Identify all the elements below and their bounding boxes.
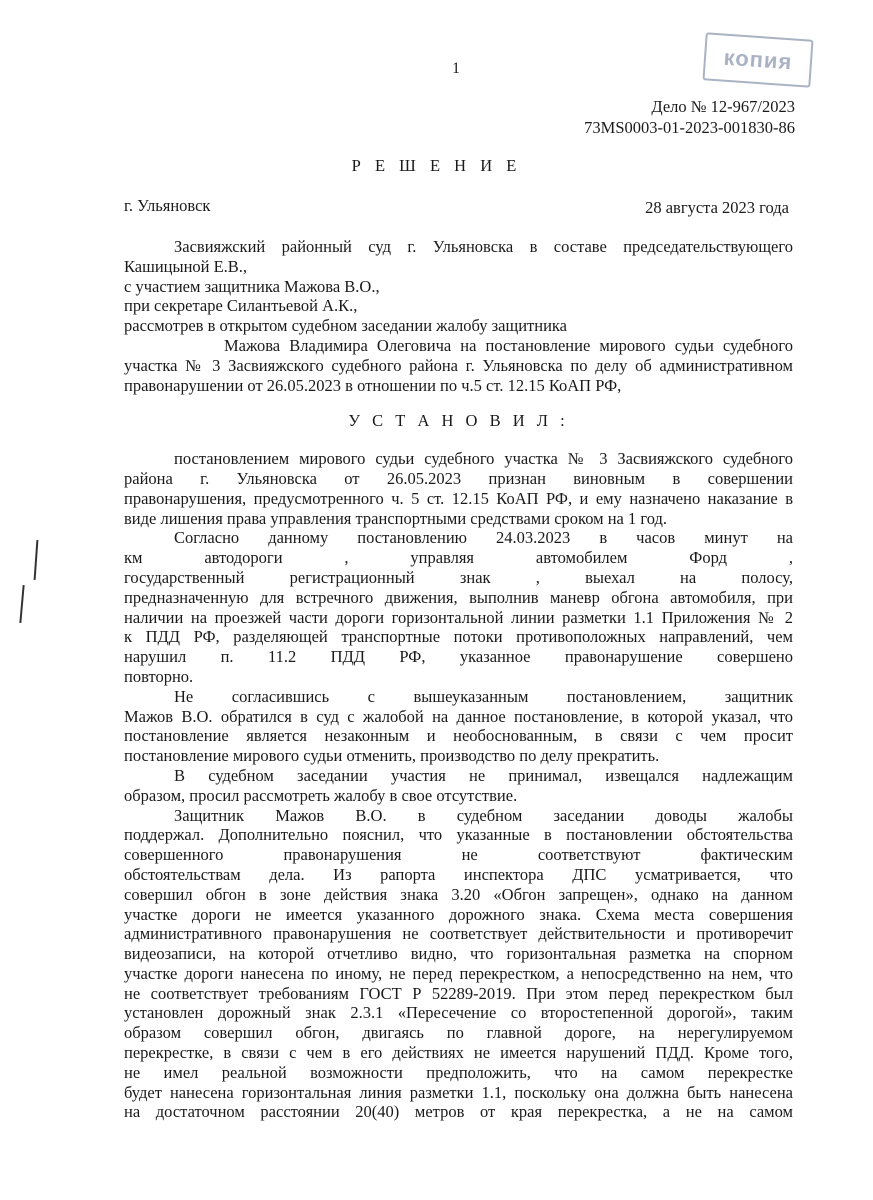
text-line: будет нанесена горизонтальная линия разметки 1.1, поскольку она должна быть нанесена: [124, 1082, 793, 1102]
text-line: образом совершил обгон, двигаясь по главной дороге, на нерегулируемом: [124, 1023, 793, 1043]
text-line: поддержал. Дополнительно пояснил, что указанные в постановлении обстоятельства: [124, 825, 793, 845]
intro-line: с участием защитника Мажова В.О.,: [124, 276, 380, 296]
text-line: совершенного правонарушения не соответствуют фактическим: [124, 845, 793, 865]
paragraph-3: [124, 687, 793, 766]
intro-line: Засвияжский районный суд г. Ульяновска в составе председательствующего: [174, 237, 793, 256]
copy-stamp: копия: [702, 32, 813, 87]
text-line: Защитник Мажов В.О. в судебном заседании доводы жалобы: [174, 805, 793, 825]
text-line: постановление мирового судьи отменить, производство по делу прекратить.: [124, 746, 660, 766]
text-line: наличии на проезжей части дороги горизонтальной линии разметки 1.1 Приложения № 2: [124, 607, 793, 627]
text-line: участке дороги не имеется указанного дорожного знака. Схема места совершения: [124, 904, 793, 924]
text-line: предназначенную для встречного движения, выполнив маневр обгона автомобиля, при: [124, 587, 793, 607]
text-line: района г. Ульяновска от 26.05.2023 признан виновным в совершении: [124, 468, 793, 488]
text-line: не имел реальной возможности предположить, что на самом перекрестке: [124, 1062, 793, 1082]
text-line: правонарушения, предусмотренного ч. 5 ст. 12.15 КоАП РФ, и ему назначено наказание в: [124, 488, 793, 508]
text-line: постановлением мирового судьи судебного участка № 3 Засвияжского судебного: [174, 449, 793, 469]
intro-line: рассмотрев в открытом судебном заседании жалобу защитника: [124, 316, 568, 336]
text-line: повторно.: [124, 666, 194, 686]
intro-line: при секретаре Силантьевой А.К.,: [124, 296, 358, 316]
paragraph-1: [124, 449, 793, 528]
page-number: 1: [452, 60, 460, 77]
text-line: административного правонарушения не соответствует действительности и противоречит: [124, 924, 793, 944]
intro-line: участка № 3 Засвияжского судебного района г. Ульяновска по делу об административном: [124, 355, 793, 375]
text-line: государственный регистрационный знак , выехал на полосу,: [124, 567, 793, 587]
intro-line: правонарушении от 26.05.2023 в отношении по ч.5 ст. 12.15 КоАП РФ,: [124, 375, 622, 395]
document-body: [124, 237, 793, 1122]
text-line: В судебном заседании участия не принимал, извещался надлежащим: [174, 765, 793, 785]
margin-pen-mark: [34, 540, 39, 580]
intro-line: Мажова Владимира Олеговича на постановление мирового судьи судебного: [224, 335, 793, 355]
text-line: км автодороги , управляя автомобилем Форд ,: [124, 548, 793, 568]
intro-line: Кашицыной Е.В.,: [124, 256, 248, 276]
city: г. Ульяновск: [124, 196, 211, 215]
document-title: Р Е Ш Е Н И Е: [351, 156, 522, 175]
case-header: [584, 96, 795, 138]
text-line: установлен дорожный знак 2.3.1 «Пересечение со второстепенной дорогой», таким: [124, 1003, 793, 1023]
text-line: виде лишения права управления транспортными средствами сроком на 1 год.: [124, 508, 668, 528]
case-number: Дело № 12-967/2023: [651, 97, 795, 116]
paragraph-2: [124, 528, 793, 686]
margin-pen-mark: [19, 585, 24, 623]
text-line: участке дороги нанесена по иному, не перед перекрестком, а непосредственно на нем, что: [124, 963, 793, 983]
text-line: обстоятельствам дела. Из рапорта инспектора ДПС усматривается, что: [124, 864, 793, 884]
text-line: Мажов В.О. обратился в суд с жалобой на данное постановление, в которой указал, что: [124, 706, 793, 726]
decision-date: 28 августа 2023 года: [645, 198, 789, 217]
text-line: нарушил п. 11.2 ПДД РФ, указанное правонарушение совершено: [124, 647, 793, 667]
paragraph-5: [124, 806, 793, 1123]
text-line: на достаточном расстоянии 20(40) метров от края перекрестка, а не на самом: [124, 1102, 793, 1122]
text-line: Согласно данному постановлению 24.03.2023 в часов минут на: [174, 528, 793, 548]
text-line: Не согласившись с вышеуказанным постановлением, защитник: [174, 686, 793, 706]
text-line: образом, просил рассмотреть жалобу в свое отсутствие.: [124, 785, 518, 805]
text-line: к ПДД РФ, разделяющей транспортные потоки противоположных направлений, чем: [124, 627, 793, 647]
text-line: видеозаписи, на которой отчетливо видно, что горизонтальная разметка на спорном: [124, 944, 793, 964]
case-uid: 73MS0003-01-2023-001830-86: [584, 118, 795, 137]
paragraph-4: [124, 766, 793, 806]
text-line: совершил обгон в зоне действия знака 3.20 «Обгон запрещен», однако на данном: [124, 884, 793, 904]
section-heading: У С Т А Н О В И Л :: [348, 411, 569, 431]
text-line: не соответствует требованиям ГОСТ Р 52289-2019. При этом перед перекрестком был: [124, 983, 793, 1003]
text-line: перекрестке, в связи с чем в его действиях не имеется нарушений ПДД. Кроме того,: [124, 1043, 793, 1063]
text-line: постановление является незаконным и необоснованным, в связи с чем просит: [124, 726, 793, 746]
